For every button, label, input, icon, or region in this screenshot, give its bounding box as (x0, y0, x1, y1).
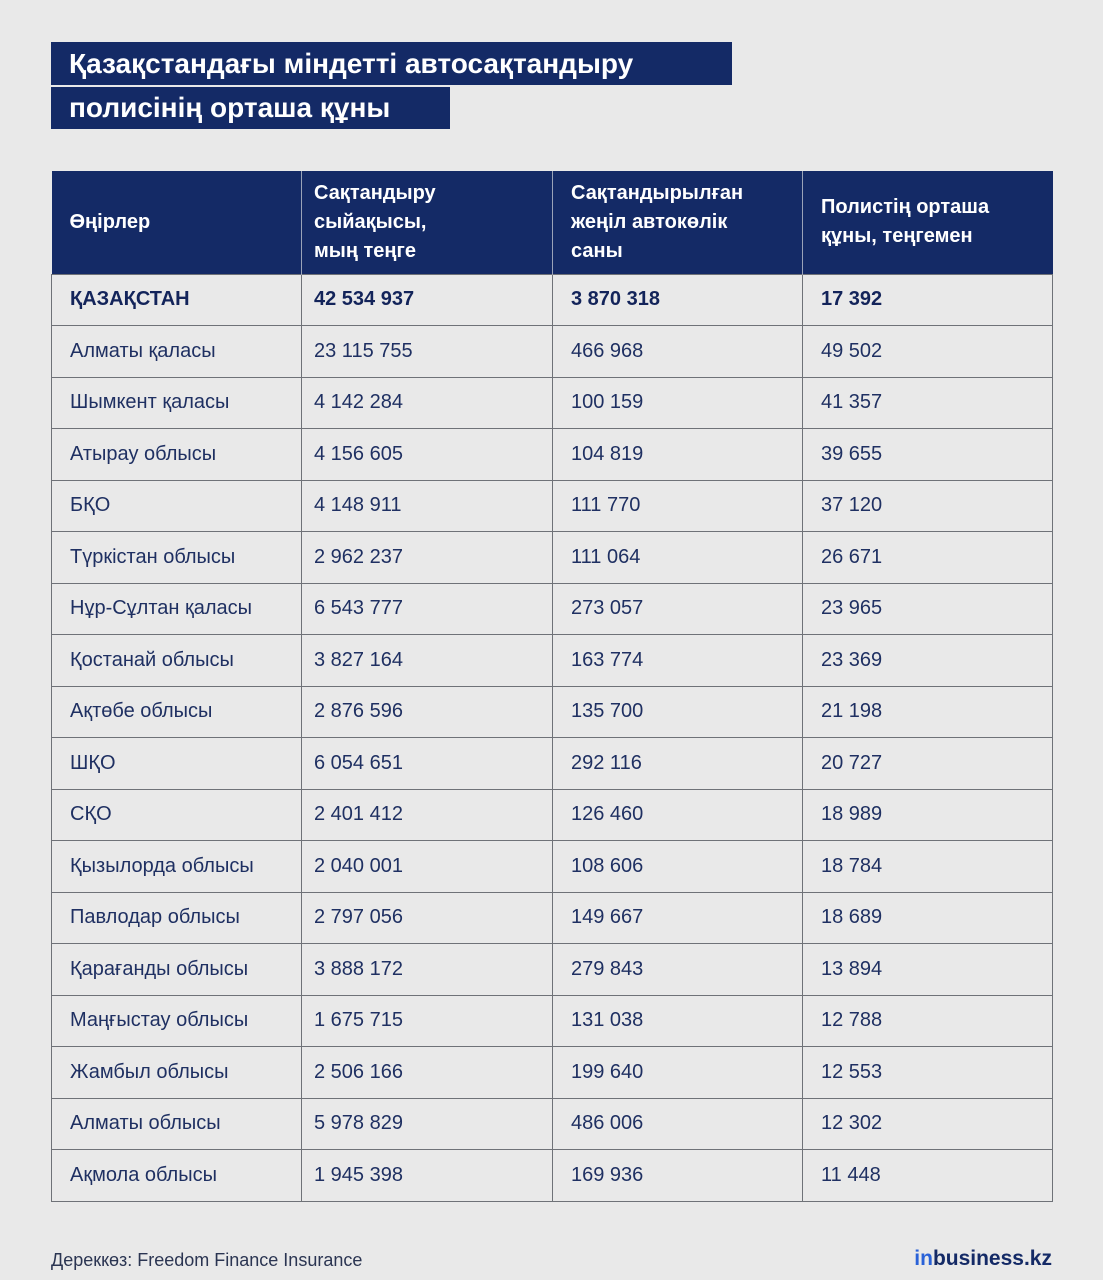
avg-cost-cell: 12 788 (803, 995, 1053, 1047)
brand-logo-prefix: in (914, 1247, 933, 1270)
table-row (52, 429, 1053, 481)
region-cell: Қарағанды облысы (52, 944, 302, 996)
table-row (52, 377, 1053, 429)
premium-cell: 1 675 715 (302, 995, 553, 1047)
region-cell: Түркістан облысы (52, 532, 302, 584)
vehicles-cell: 466 968 (553, 326, 803, 378)
region-cell: Нұр-Сұлтан қаласы (52, 583, 302, 635)
table-row (52, 1098, 1053, 1150)
avg-cost-cell: 21 198 (803, 686, 1053, 738)
avg-cost-cell: 18 689 (803, 892, 1053, 944)
premium-cell: 3 827 164 (302, 635, 553, 687)
region-cell: Қызылорда облысы (52, 841, 302, 893)
avg-cost-cell: 13 894 (803, 944, 1053, 996)
column-header-line: жеңіл автокөлік (571, 210, 728, 233)
table-header-row (52, 171, 1053, 274)
premium-cell: 6 054 651 (302, 738, 553, 790)
region-cell: Алматы қаласы (52, 326, 302, 378)
table-row (52, 995, 1053, 1047)
avg-cost-cell: 23 965 (803, 583, 1053, 635)
avg-cost-cell: 11 448 (803, 1150, 1053, 1202)
region-cell: Маңғыстау облысы (52, 995, 302, 1047)
vehicles-cell: 108 606 (553, 841, 803, 893)
region-cell: Алматы облысы (52, 1098, 302, 1150)
vehicles-cell: 199 640 (553, 1047, 803, 1099)
region-cell: СҚО (52, 789, 302, 841)
table-row-total (52, 274, 1053, 326)
region-cell: Атырау облысы (52, 429, 302, 481)
column-header-line: Сақтандырылған (571, 181, 744, 204)
source-note: Дереккөз: Freedom Finance Insurance (51, 1250, 363, 1270)
region-cell: Павлодар облысы (52, 892, 302, 944)
table-row (52, 532, 1053, 584)
table-body (52, 274, 1053, 1201)
brand-logo-text: business.kz (932, 1247, 1052, 1270)
column-header-line: саны (571, 239, 623, 262)
premium-cell: 5 978 829 (302, 1098, 553, 1150)
premium-cell: 6 543 777 (302, 583, 553, 635)
table-row (52, 892, 1053, 944)
title-text-1: Қазақстандағы міндетті автосақтандыру (69, 47, 634, 79)
premium-cell: 2 797 056 (302, 892, 553, 944)
table-row (52, 326, 1053, 378)
region-cell: ШҚО (52, 738, 302, 790)
column-header (302, 171, 553, 274)
avg-cost-cell: 49 502 (803, 326, 1053, 378)
premium-cell: 2 040 001 (302, 841, 553, 893)
region-cell: Жамбыл облысы (52, 1047, 302, 1099)
region-cell: Ақмола облысы (52, 1150, 302, 1202)
region-cell: Ақтөбе облысы (52, 686, 302, 738)
table-row (52, 480, 1053, 532)
table-row (52, 686, 1053, 738)
premium-cell: 2 962 237 (302, 532, 553, 584)
table-row (52, 583, 1053, 635)
avg-cost-cell: 26 671 (803, 532, 1053, 584)
data-table (51, 171, 1053, 1202)
premium-cell: 4 142 284 (302, 377, 553, 429)
column-header-line: мың теңге (314, 239, 416, 262)
premium-cell: 42 534 937 (302, 274, 553, 326)
vehicles-cell: 273 057 (553, 583, 803, 635)
column-header-line: сыйақысы, (314, 210, 427, 233)
column-header-line: Полистің орташа (821, 196, 990, 219)
avg-cost-cell: 37 120 (803, 480, 1053, 532)
column-header-line: құны, теңгемен (821, 225, 973, 248)
table-row (52, 635, 1053, 687)
vehicles-cell: 104 819 (553, 429, 803, 481)
vehicles-cell: 486 006 (553, 1098, 803, 1150)
vehicles-cell: 163 774 (553, 635, 803, 687)
avg-cost-cell: 39 655 (803, 429, 1053, 481)
column-header (803, 171, 1053, 274)
avg-cost-cell: 41 357 (803, 377, 1053, 429)
premium-cell: 2 401 412 (302, 789, 553, 841)
premium-cell: 4 156 605 (302, 429, 553, 481)
avg-cost-cell: 17 392 (803, 274, 1053, 326)
region-cell: Қостанай облысы (52, 635, 302, 687)
avg-cost-cell: 12 553 (803, 1047, 1053, 1099)
table-row (52, 841, 1053, 893)
table-row (52, 1150, 1053, 1202)
column-header (52, 171, 302, 274)
table-row (52, 789, 1053, 841)
vehicles-cell: 126 460 (553, 789, 803, 841)
avg-cost-cell: 20 727 (803, 738, 1053, 790)
title-line-2 (51, 87, 450, 129)
column-header (553, 171, 803, 274)
vehicles-cell: 111 770 (553, 480, 803, 532)
vehicles-cell: 131 038 (553, 995, 803, 1047)
column-header-line: Сақтандыру (314, 181, 436, 204)
premium-cell: 4 148 911 (302, 480, 553, 532)
vehicles-cell: 292 116 (553, 738, 803, 790)
table-row (52, 944, 1053, 996)
premium-cell: 2 506 166 (302, 1047, 553, 1099)
vehicles-cell: 279 843 (553, 944, 803, 996)
vehicles-cell: 100 159 (553, 377, 803, 429)
vehicles-cell: 149 667 (553, 892, 803, 944)
region-cell: ҚАЗАҚСТАН (52, 274, 302, 326)
premium-cell: 3 888 172 (302, 944, 553, 996)
vehicles-cell: 135 700 (553, 686, 803, 738)
table-row (52, 738, 1053, 790)
premium-cell: 1 945 398 (302, 1150, 553, 1202)
premium-cell: 2 876 596 (302, 686, 553, 738)
avg-cost-cell: 18 989 (803, 789, 1053, 841)
region-cell: Шымкент қаласы (52, 377, 302, 429)
title-line-1 (51, 42, 732, 85)
brand-logo (914, 1247, 1052, 1271)
region-cell: БҚО (52, 480, 302, 532)
title-text-2: полисінің орташа құны (69, 92, 391, 123)
vehicles-cell: 111 064 (553, 532, 803, 584)
premium-cell: 23 115 755 (302, 326, 553, 378)
table-row (52, 1047, 1053, 1099)
avg-cost-cell: 23 369 (803, 635, 1053, 687)
column-header-line: Өңірлер (69, 210, 151, 233)
vehicles-cell: 3 870 318 (553, 274, 803, 326)
avg-cost-cell: 18 784 (803, 841, 1053, 893)
vehicles-cell: 169 936 (553, 1150, 803, 1202)
avg-cost-cell: 12 302 (803, 1098, 1053, 1150)
